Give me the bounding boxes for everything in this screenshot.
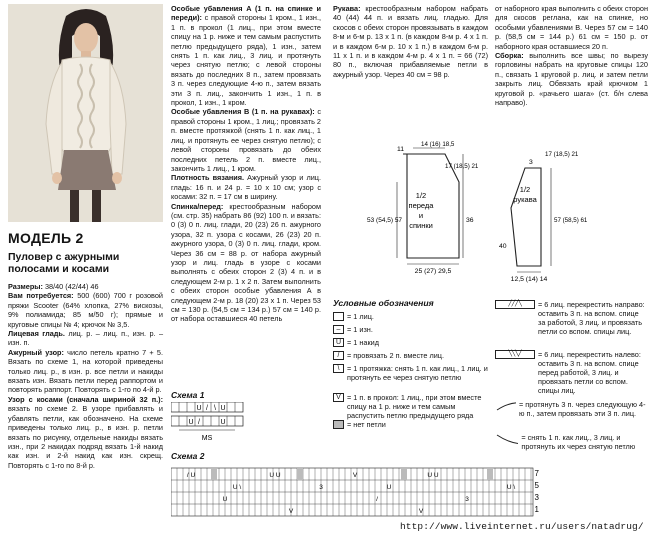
model-subtitle: Пуловер с ажурными полосами и косами xyxy=(8,251,120,275)
slip-three-symbol-icon xyxy=(495,433,518,445)
legend-item-knit: = 1 лиц. xyxy=(333,312,491,321)
legend-symbol-k2tog: / xyxy=(333,351,344,360)
front-dim-top-right: 17 (18,5) 21 xyxy=(445,163,479,170)
sleeve-dim-bottom: 12,5 (14) 14 xyxy=(510,276,548,283)
svg-text:V: V xyxy=(288,508,294,515)
front-label-3: и xyxy=(418,211,424,220)
front-label-4: спинки xyxy=(409,221,433,230)
model-photo-illustration xyxy=(8,4,163,222)
front-label-2: переда xyxy=(408,201,434,210)
legend-symbol-knit xyxy=(333,312,344,321)
sleeve-label-1: 1/2 xyxy=(519,185,531,194)
left-para-materials: Вам потребуется: 500 (600) 700 г розовой пряжи Scooter (64% хлопка, 27% вискозы, 9% полиамида; 85 м/50 г); прямые и круговые спицы № 4; крючок № 3,5. xyxy=(8,291,163,329)
legend-symbol-knit-below: V xyxy=(333,393,344,402)
legend-symbol-ssk: \ xyxy=(333,364,344,373)
svg-text:U: U xyxy=(220,419,226,426)
front-dim-top-mid: 14 (16) 18,5 xyxy=(421,141,455,148)
model-title: МОДЕЛЬ 2 xyxy=(8,230,84,246)
cable-left-symbol-icon: ╲╲╲╱ xyxy=(495,350,535,359)
legend-item-no-stitch: = нет петли xyxy=(333,420,491,429)
pass-three-symbol-icon xyxy=(495,400,516,412)
sleeve-dim-top-right: 17 (18,5) 21 xyxy=(545,151,579,158)
sleeve-dim-side-right: 57 (58,5) 61 xyxy=(554,217,588,224)
col2-text xyxy=(171,4,321,324)
front-dim-side-right: 36 xyxy=(466,217,474,224)
col2-gauge: Плотность вязания. Ажурный узор и лиц. гладь: 16 п. и 24 р. = 10 х 10 см; узор с косами: 32 п. = 17 см в ширину. xyxy=(171,173,321,202)
legend-title: Условные обозначения xyxy=(333,298,434,308)
legend2-cross-left: ╲╲╲╱ = 6 лиц. перекрестить налево: оставить 3 п. на вспом. спице перед работой, 3 лиц. и провязать петли со вспом. спицы лиц. xyxy=(495,350,647,395)
legend-item-purl: – = 1 изн. xyxy=(333,325,491,334)
schema1-label: Схема 1 xyxy=(171,390,205,400)
svg-text:U \: U \ xyxy=(506,484,516,491)
legend-symbol-yarnover: U xyxy=(333,338,344,347)
sleeve-diagram xyxy=(495,138,645,288)
svg-text:/ U: / U xyxy=(186,472,196,479)
schema2-chart xyxy=(171,462,539,522)
col2-decrease-b: Особые убавления B (1 п. на рукавах): с правой стороны 1 кром., 1 лиц.; провязать 2 п. вместе протяжкой (снять 1 п. как лиц., 1 лиц. и протянуть ее через снятую петлю); с левой стороны провязать до обеих последних петель 2 п. вместе лиц., закончить 1 лиц., 1 кром. xyxy=(171,107,321,173)
legend-item-k2tog: / = провязать 2 п. вместе лиц. xyxy=(333,351,491,360)
svg-text:3: 3 xyxy=(319,484,323,491)
front-label-1: 1/2 xyxy=(415,191,427,200)
cable-right-symbol-icon: ╱╱╱╲ xyxy=(495,300,535,309)
left-para-sizes: Размеры: 38/40 (42/44) 46 xyxy=(8,282,99,291)
col3-text xyxy=(333,4,488,79)
svg-text:3: 3 xyxy=(465,496,469,503)
svg-text:/: / xyxy=(198,419,200,426)
col2-decrease-a: Особые убавления A (1 п. на спинке и переди): с правой стороны 1 кром., 1 изн., 1 п. в прокол (1 лиц., при этом вместе спицу на 1 р. ниже и тем самым распустить петлю предыдущего ряда), 1 изн., затем снять 1 п. как лиц., 3 лиц. и протянуть через снятую петлю; с левой стороны вязать до последних 8 п., затем провязать 3 п. через следующие 4-ю п., затем вязать эти 3 п. лиц., закончить 1 изн., 1 п. в прокол, 1 изн., 1 кром. xyxy=(171,4,321,108)
legend-symbol-purl: – xyxy=(333,325,344,334)
legend-item-ssk: \ = 1 протяжка: снять 1 п. как лиц., 1 лиц. и протянуть ее через снятую петлю xyxy=(333,364,491,382)
legend2-cross-right: ╱╱╱╲ = 6 лиц. перекрестить направо: оставить 3 п. на вспом. спице за работой, 3 лиц. и провязать петли со вспом. спицы лиц. xyxy=(495,300,647,336)
schema2-row-3: 3 xyxy=(534,493,539,502)
svg-text:\: \ xyxy=(214,405,216,412)
front-dim-side-left: 53 (54,5) 57 xyxy=(367,217,403,224)
col3-sleeves: Рукава: крестообразным набором набрать 40 (44) 44 п. и вязать лиц. гладью. Для скосов с обеих сторон провязывать в каждом 8-м и 6-м р. 13 х 1 п. (в каждом 8-м р. 4 х 1 п. и в каждом 6-м р. 10 х 1 п.) в каждом 6-м р. 11 х 1 п. и в каждом 4-м р. 4 х 1 п. = 66 (72) 80 п., включая прибавляемые петли в ажурный узор. Через 40 см = 98 р. xyxy=(333,4,488,79)
schema1-ms: MS xyxy=(201,435,213,442)
svg-text:V: V xyxy=(352,472,358,479)
front-dim-top-left: 11 xyxy=(397,146,405,153)
source-url[interactable]: http://www.liveinternet.ru/users/natadrug/ xyxy=(400,521,644,532)
model-photo xyxy=(8,4,163,222)
col4-raglan: от наборного края выполнить с обеих сторон для скосов реглана, как на спинке, но особыми убавлениями В. Через 57 см = 140 р. (58,5 см = 144 р.) 61 см = 150 р. от наборного края оставшиеся 20 п. xyxy=(495,4,648,51)
left-para-cable: Узор с косами (сначала шириной 32 п.): вязать по схеме 2. В узоре прибавлять и убавлять петли, как обозначено. На схеме приведены только лиц. р., в изн. р. петли вязать по рисунку, отдельные накиды вязать изн., при 2 накидах подряд вязать 1-й накид как изн. и 2-й накид как изн. скрещ. Повторять с 1-го по 8-й р. xyxy=(8,394,163,470)
left-column-text xyxy=(8,282,163,470)
left-para-stockinette: Лицевая гладь. лиц. р. – лиц. п., изн. р. – изн. п. xyxy=(8,329,163,348)
legend2-pass-three: = протянуть 3 п. через следующую 4-ю п., затем провязать эти 3 п. лиц. xyxy=(495,400,647,418)
sleeve-outline xyxy=(511,168,541,266)
schema1-chart xyxy=(171,402,251,446)
legend-item-yarnover: U = 1 накид xyxy=(333,338,491,347)
col4-assembly: Сборка: выполнить все швы; по вырезу горловины набрать на круговые спицы 120 п., связать 1 круговой р. лиц. и затем петли закрыть лиц. Обвязать край крючком 1 круговой р. «рачьего шага» (ст. б/н слева направо). xyxy=(495,51,648,108)
sleeve-dim-top-left: 3 xyxy=(529,159,533,166)
svg-text:V: V xyxy=(418,508,424,515)
svg-text:U U: U U xyxy=(269,472,281,479)
legend2-slip-knit-three: = снять 1 п. как лиц., 3 лиц. и протянуть их через снятую петлю xyxy=(495,433,647,451)
schema2-row-1: 1 xyxy=(534,505,539,514)
svg-text:U: U xyxy=(386,484,392,491)
svg-text:U U: U U xyxy=(427,472,439,479)
svg-text:U: U xyxy=(220,405,226,412)
svg-text:U: U xyxy=(188,419,194,426)
svg-text:U: U xyxy=(222,496,228,503)
sleeve-dim-side-left: 40 xyxy=(499,243,507,250)
schema2-label: Схема 2 xyxy=(171,451,205,461)
svg-text:U \: U \ xyxy=(232,484,242,491)
front-dim-bottom: 25 (27) 29,5 xyxy=(414,268,452,275)
schema2-row-7: 7 xyxy=(534,469,539,478)
legend-item-knit-below: V = 1 п. в прокол: 1 лиц., при этом вместе спицу на 1 р. ниже и тем самым распустить петлю предыдущего ряда xyxy=(333,393,491,420)
col2-back-front: Спинка/перед: крестообразным набором (см. стр. 35) набрать 86 (92) 100 п. и вязать: 0 (3) 0 п. лиц. глади, 20 (23) 26 п. ажурного узора, 32 п. узора с косами, 26 (23) 20 п. ажурного узора, 0 (3) 0 п. лиц. глади, кром. Через 36 см = 88 р. от набора ажурный узор и лиц. гладь в узоре с косами выполнять с обеих сторон 2 (3) 4 п. и в следующем 2-м р. 1 х 2 п. Затем выполнить с обеих сторон особые убавления А в следующем 2-м р. 18 (20) 23 х 1 п. Через 53 см = 130 р. (54,5 см = 134 р.) 57 см = 140 р. от набора оставшиеся 40 петель xyxy=(171,201,321,324)
svg-text:/: / xyxy=(376,496,378,503)
front-back-diagram xyxy=(333,138,493,288)
schema2-row-5: 5 xyxy=(534,481,539,490)
svg-text:U: U xyxy=(196,405,202,412)
sleeve-label-2: рукава xyxy=(513,195,537,204)
col4-text xyxy=(495,4,648,107)
left-para-lace: Ажурный узор: число петель кратно 7 + 5. Вязать по схеме 1, на которой приведены только лиц. р., в изн. р. все петли и накиды вязать изн. Вязать петли перед раппортом и повторять раппорт. Повторять с 1-го по 4-й р. xyxy=(8,347,163,395)
legend-symbol-no-stitch xyxy=(333,420,344,429)
svg-text:/: / xyxy=(206,405,208,412)
